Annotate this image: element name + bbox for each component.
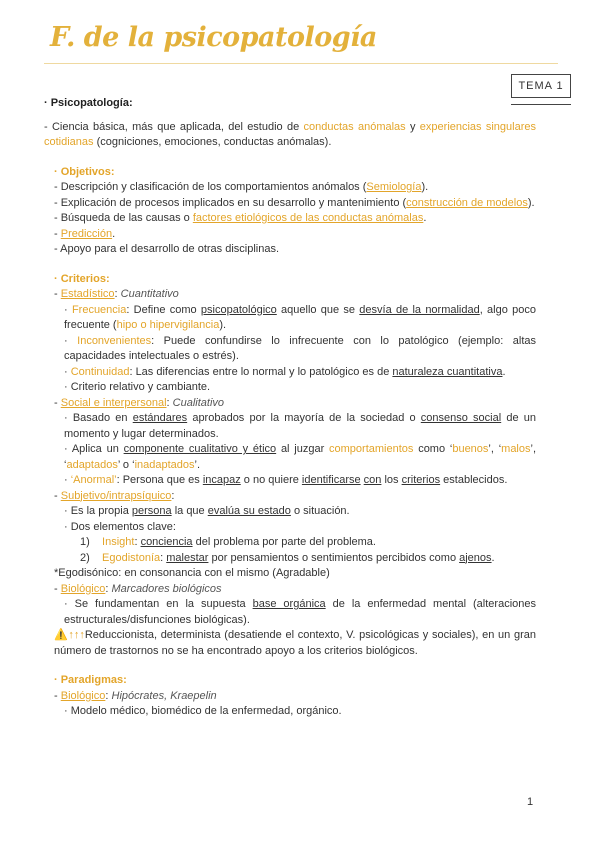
list-item: · ‘Anormal’: Persona que es incapaz o no quiere identificarse con los criterios establecidos. <box>64 474 508 486</box>
list-item: · Criterio relativo y cambiante. <box>64 381 211 393</box>
section-heading-objetivos: · Objetivos: <box>54 165 115 178</box>
criterio-estadistico: - Estadístico: Cuantitativo <box>54 288 179 300</box>
list-item: - Explicación de procesos implicados en su desarrollo y mantenimiento (construcción de modelos). <box>54 196 535 209</box>
list-item: · Modelo médico, biomédico de la enfermedad, orgánico. <box>64 705 342 717</box>
list-item: · Inconvenientes: Puede confundirse lo infrecuente con lo patológico (ejemplo: altas capacidades intelectuales o estrés). <box>64 334 536 362</box>
document-body <box>44 96 536 720</box>
tema-tag: TEMA 1 <box>511 74 571 98</box>
list-item: · Continuidad: Las diferencias entre lo normal y lo patológico es de naturaleza cuantitativa. <box>64 365 506 378</box>
list-item: - Apoyo para el desarrollo de otras disciplinas. <box>54 243 280 255</box>
list-item: · Aplica un componente cualitativo y ético al juzgar comportamientos como ‘buenos’, ‘malos’, ‘adaptados’ o ‘inadaptados’. <box>64 443 536 471</box>
definition-paragraph: - Ciencia básica, más que aplicada, del estudio de conductas anómalas y experiencias singulares cotidianas (cogniciones, emociones, conductas anómalas). <box>44 120 536 148</box>
criterio-biologico: - Biológico: Marcadores biológicos <box>54 582 222 595</box>
page-number: 1 <box>527 796 534 808</box>
section-heading-paradigmas: · Paradigmas: <box>54 674 127 686</box>
criterio-social: - Social e interpersonal: Cualitativo <box>54 396 225 409</box>
list-item: · Frecuencia: Define como psicopatológico aquello que se desvía de la normalidad, algo poco frecuente (hipo o hipervigilancia). <box>64 303 536 331</box>
list-item: 1) Insight: conciencia del problema por parte del problema. <box>80 536 376 548</box>
list-item: · Es la propia persona la que evalúa su estado o situación. <box>64 505 350 517</box>
list-item: 2) Egodistonía: malestar por pensamientos o sentimientos percibidos como ajenos. <box>80 551 495 564</box>
page-title: F. de la psicopatología <box>50 22 377 53</box>
criterios-list <box>44 287 536 659</box>
list-item: - Búsqueda de las causas o factores etiológicos de las conductas anómalas. <box>54 212 427 224</box>
paradigmas-list <box>44 689 536 720</box>
section-heading-criterios: · Criterios: <box>54 272 110 285</box>
title-divider <box>44 63 558 64</box>
section-heading-psicopatologia: · Psicopatología: <box>44 97 133 109</box>
warning-icon: ⚠️↑↑↑ <box>54 629 85 641</box>
list-item: · Basado en estándares aprobados por la mayoría de la sociedad o consenso social de un momento y lugar determinados. <box>64 412 536 440</box>
list-item: - Descripción y clasificación de los comportamientos anómalos (Semiología). <box>54 181 429 193</box>
list-item: - Predicción. <box>54 227 116 240</box>
egodisonico-note: *Egodisónico: en consonancia con el mismo (Agradable) <box>54 567 330 579</box>
objetivos-list <box>44 180 536 258</box>
criterio-subjetivo: - Subjetivo/intrapsíquico: <box>54 489 175 502</box>
paradigma-biologico: - Biológico: Hipócrates, Kraepelin <box>54 689 217 702</box>
list-item: · Se fundamentan en la supuesta base orgánica de la enfermedad mental (alteraciones estructurales/disfunciones biológicas). <box>64 598 536 626</box>
list-item: · Dos elementos clave: <box>64 520 176 533</box>
warning-note: ⚠️↑↑↑Reduccionista, determinista (desatiende el contexto, V. psicológicas y sociales), en un gran número de trastornos no se ha encontrado apoyo a los criterios biológicos. <box>54 629 536 657</box>
